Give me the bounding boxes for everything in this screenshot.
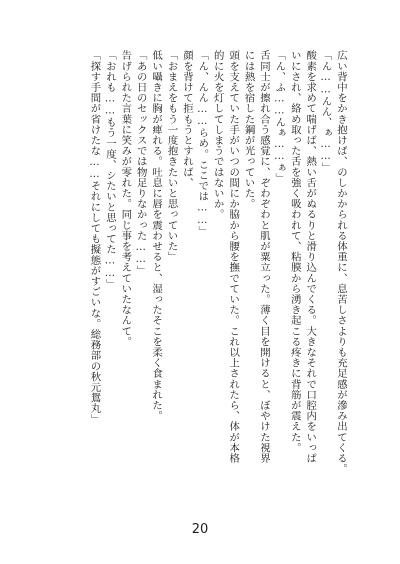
text-line: 「あの日のセックスでは物足りなかった……」 [134, 50, 147, 276]
text-line: には熱を宿した鋼が光っていた。 [242, 50, 255, 209]
vertical-text-body [48, 50, 348, 510]
text-line: 「探す手間が省けたな……それにしても擬態がすごいな。総務部の秋元鴛丸」 [88, 50, 101, 425]
page-number: 20 [191, 522, 209, 537]
text-line: 「ん、んん……らめ。ここでは……」 [196, 50, 209, 237]
text-line: 酸素を求めて喘げば、熱い舌がぬるりと滑り込んでくる。大きなそれで口腔内をいっぱ [304, 50, 317, 464]
text-line: 舌同士が擦れ合う感覚に、ぞわぞわと肌が粟立った。薄く目を開けると、ぼやけた視界 [257, 50, 270, 464]
text-line: 「おまえをもう一度抱きたいと思っていた」 [165, 50, 178, 262]
text-line: 頭を支えていた手がいつの間にか脇から腰を撫でていた。これ以上されたら、体が本格 [227, 50, 240, 464]
text-line: 「ん……んん、ぁ……」 [319, 50, 332, 173]
text-line: 広い背中をかき抱けば、のしかかられる体重に、息苦しさよりも充足感が滲み出てくる。 [335, 50, 347, 474]
text-line: 的に火を灯してしまうではないか。 [211, 50, 224, 220]
text-line: 「ん、ふ……んぁ……ぁ」 [273, 50, 286, 184]
text-line: 顔を背けて拒もうとすれば、 [180, 50, 193, 188]
text-line: 低い囁きに胸が痺れる。吐息に唇を震わせると、湿ったそこを柔く食まれた。 [150, 50, 163, 421]
text-line: 告げられた言葉に笑みが零れた。同じ事を考えていたなんて。 [119, 50, 132, 347]
text-line: いにされ、絡め取った舌を強く吸われて、粘膜から湧き起こる疼きに背筋が震えた。 [288, 50, 301, 453]
text-line: 「おれも……もう一度、シたいと思ってた……」 [103, 50, 116, 290]
